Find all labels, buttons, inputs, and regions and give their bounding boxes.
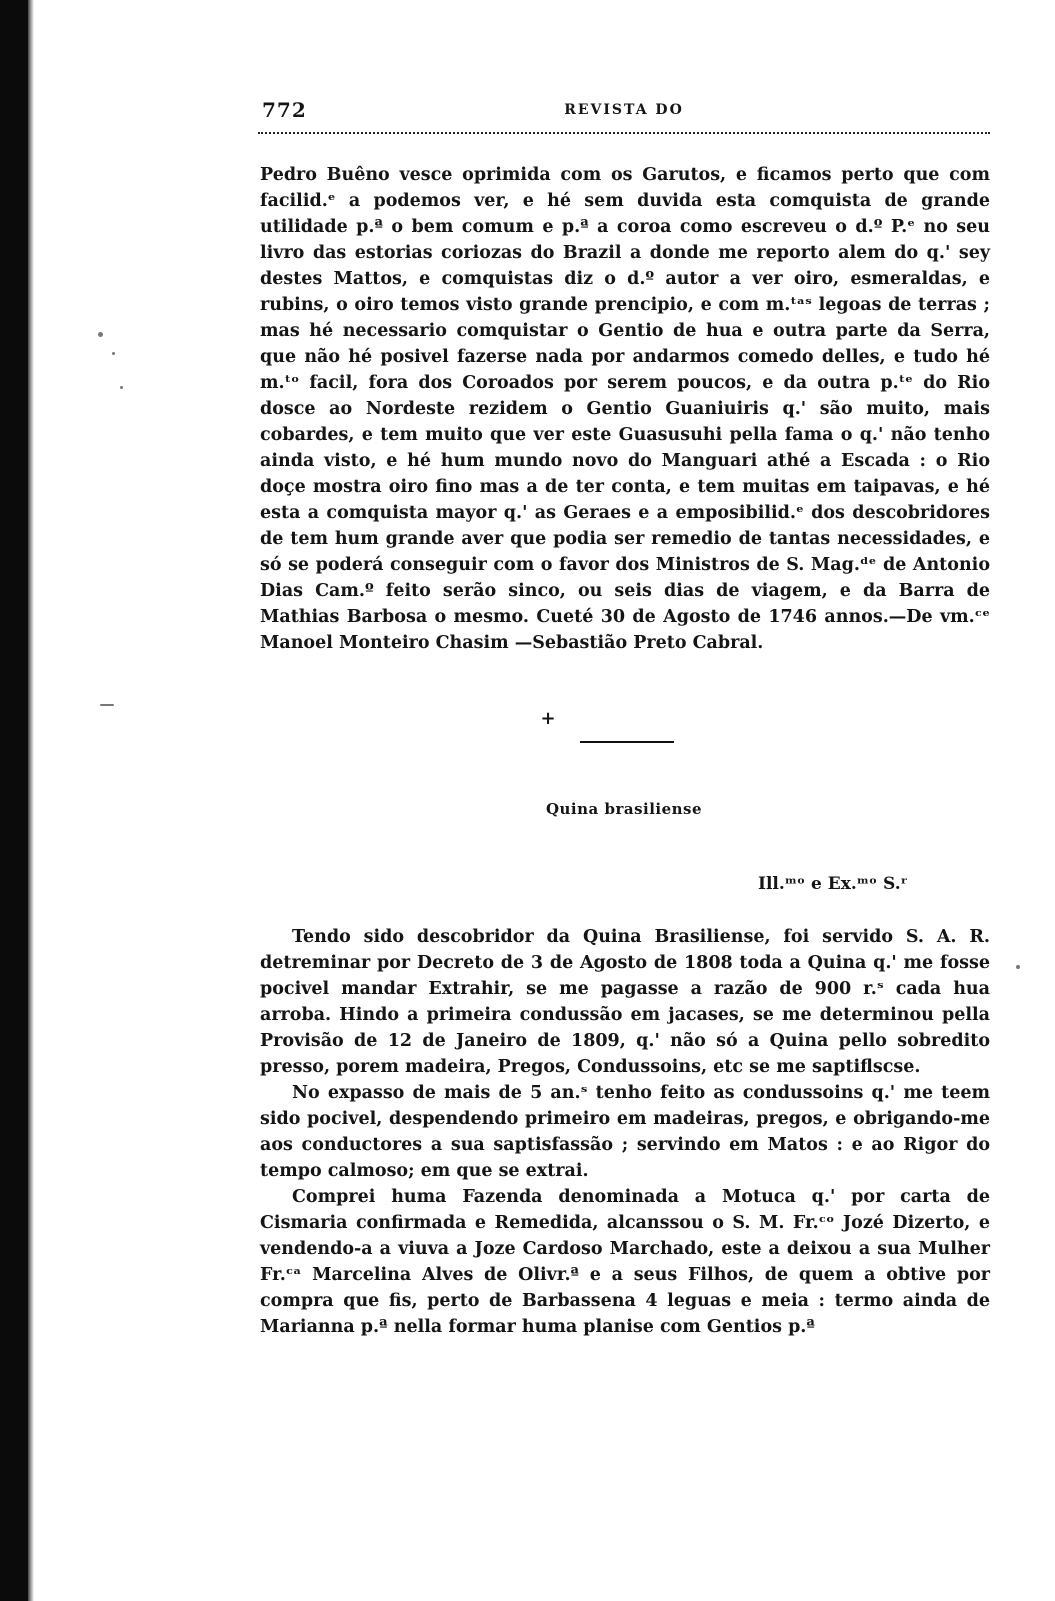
page-number: 772	[262, 98, 307, 122]
paragraph: Comprei huma Fazenda denominada a Motuca q.' por carta de Cismaria confirmada e Remedida, alcanssou o S. M. Fr.ᶜᵒ Jozé Dizerto, e vendendo-a a viuva a Joze Cardoso Marchado, este a deixou a sua Mulher Fr.ᶜᵃ Marcelina Alves de Olivr.ª e a seus Filhos, de quem a obtive por compra que fis, perto de Barbassena 4 leguas e meia : termo ainda de Marianna p.ª nella formar huma planise com Gentios p.ª	[260, 1187, 990, 1337]
section-body	[260, 924, 990, 1340]
scan-speck	[1016, 965, 1020, 969]
paragraph: No expasso de mais de 5 an.ˢ tenho feito as condussoins q.' me teem sido pocivel, despendendo primeiro em madeiras, pregos, e obrigando-me aos conductores a sua saptisfassão ; servindo em Matos : e ao Rigor do tempo calmoso; em que se extrai.	[260, 1083, 990, 1181]
scan-speck	[120, 386, 123, 389]
handwritten-cross-mark: +	[540, 708, 556, 729]
scan-speck	[98, 332, 103, 337]
scan-border-shadow	[28, 0, 34, 1601]
salutation: Ill.ᵐᵒ e Ex.ᵐᵒ S.ʳ	[758, 874, 908, 894]
running-title: REVISTA DO	[564, 102, 684, 118]
section-title: Quina brasiliense	[545, 800, 703, 818]
scan-speck	[100, 704, 114, 706]
section-divider	[580, 741, 674, 743]
header-rule	[258, 132, 990, 134]
page-header	[258, 98, 990, 122]
letter-text: Pedro Buêno vesce oprimida com os Garutos, e ficamos perto que com facilid.ᵉ a podemos ver, e hé sem duvida esta comquista de grande utilidade p.ª o bem comum e p.ª a coroa como escreveu o d.º P.ᵉ no seu livro das estorias coriozas do Brazil a donde me reporto alem do q.' sey destes Mattos, e comquistas diz o d.º autor a ver oiro, esmeraldas, e rubins, o oiro temos visto grande prencipio, e com m.ᵗᵃˢ legoas de terras ; mas hé necessario comquistar o Gentio de hua e outra parte da Serra, que não hé posivel fazerse nada por andarmos comedo delles, e tudo hé m.ᵗᵒ facil, fora dos Coroados por serem poucos, e da outra p.ᵗᵉ do Rio dosce ao Nordeste rezidem o Gentio Guaniuiris q.' são muito, mais cobardes, e tem muito que ver este Guasusuhi pella fama o q.' não tenho ainda visto, e hé hum mundo novo do Manguari athé a Escada : o Rio doçe mostra oiro fino mas a de ter conta, e tem muitas em taipavas, e hé esta a comquista mayor q.' as Geraes e a emposibilid.ᵉ dos descobridores de tem hum grande aver que podia ser remedio de tantas necessidades, e só se poderá conseguir com o favor dos Ministros de S. Mag.ᵈᵉ de Antonio Dias Cam.º feito serão sinco, ou seis dias de viagem, e da Barra de Mathias Barbosa o mesmo. Cueté 30 de Agosto de 1746 annos.—De vm.ᶜᵉ Manoel Monteiro Chasim —Sebastião Preto Cabral.	[260, 165, 990, 653]
paragraph: Tendo sido descobridor da Quina Brasiliense, foi servido S. A. R. detreminar por Decreto de 3 de Agosto de 1808 toda a Quina q.' me fosse pocivel mandar Extrahir, se me pagasse a razão de 900 r.ˢ cada hua arroba. Hindo a primeira condussão em jacases, se me determinou pella Provisão de 12 de Janeiro de 1809, q.' não só a Quina pello sobredito presso, porem madeira, Pregos, Condussoins, etc se me saptiflscse.	[260, 927, 990, 1077]
scan-speck	[112, 352, 115, 355]
letter-continuation	[260, 162, 990, 656]
scan-border	[0, 0, 28, 1601]
